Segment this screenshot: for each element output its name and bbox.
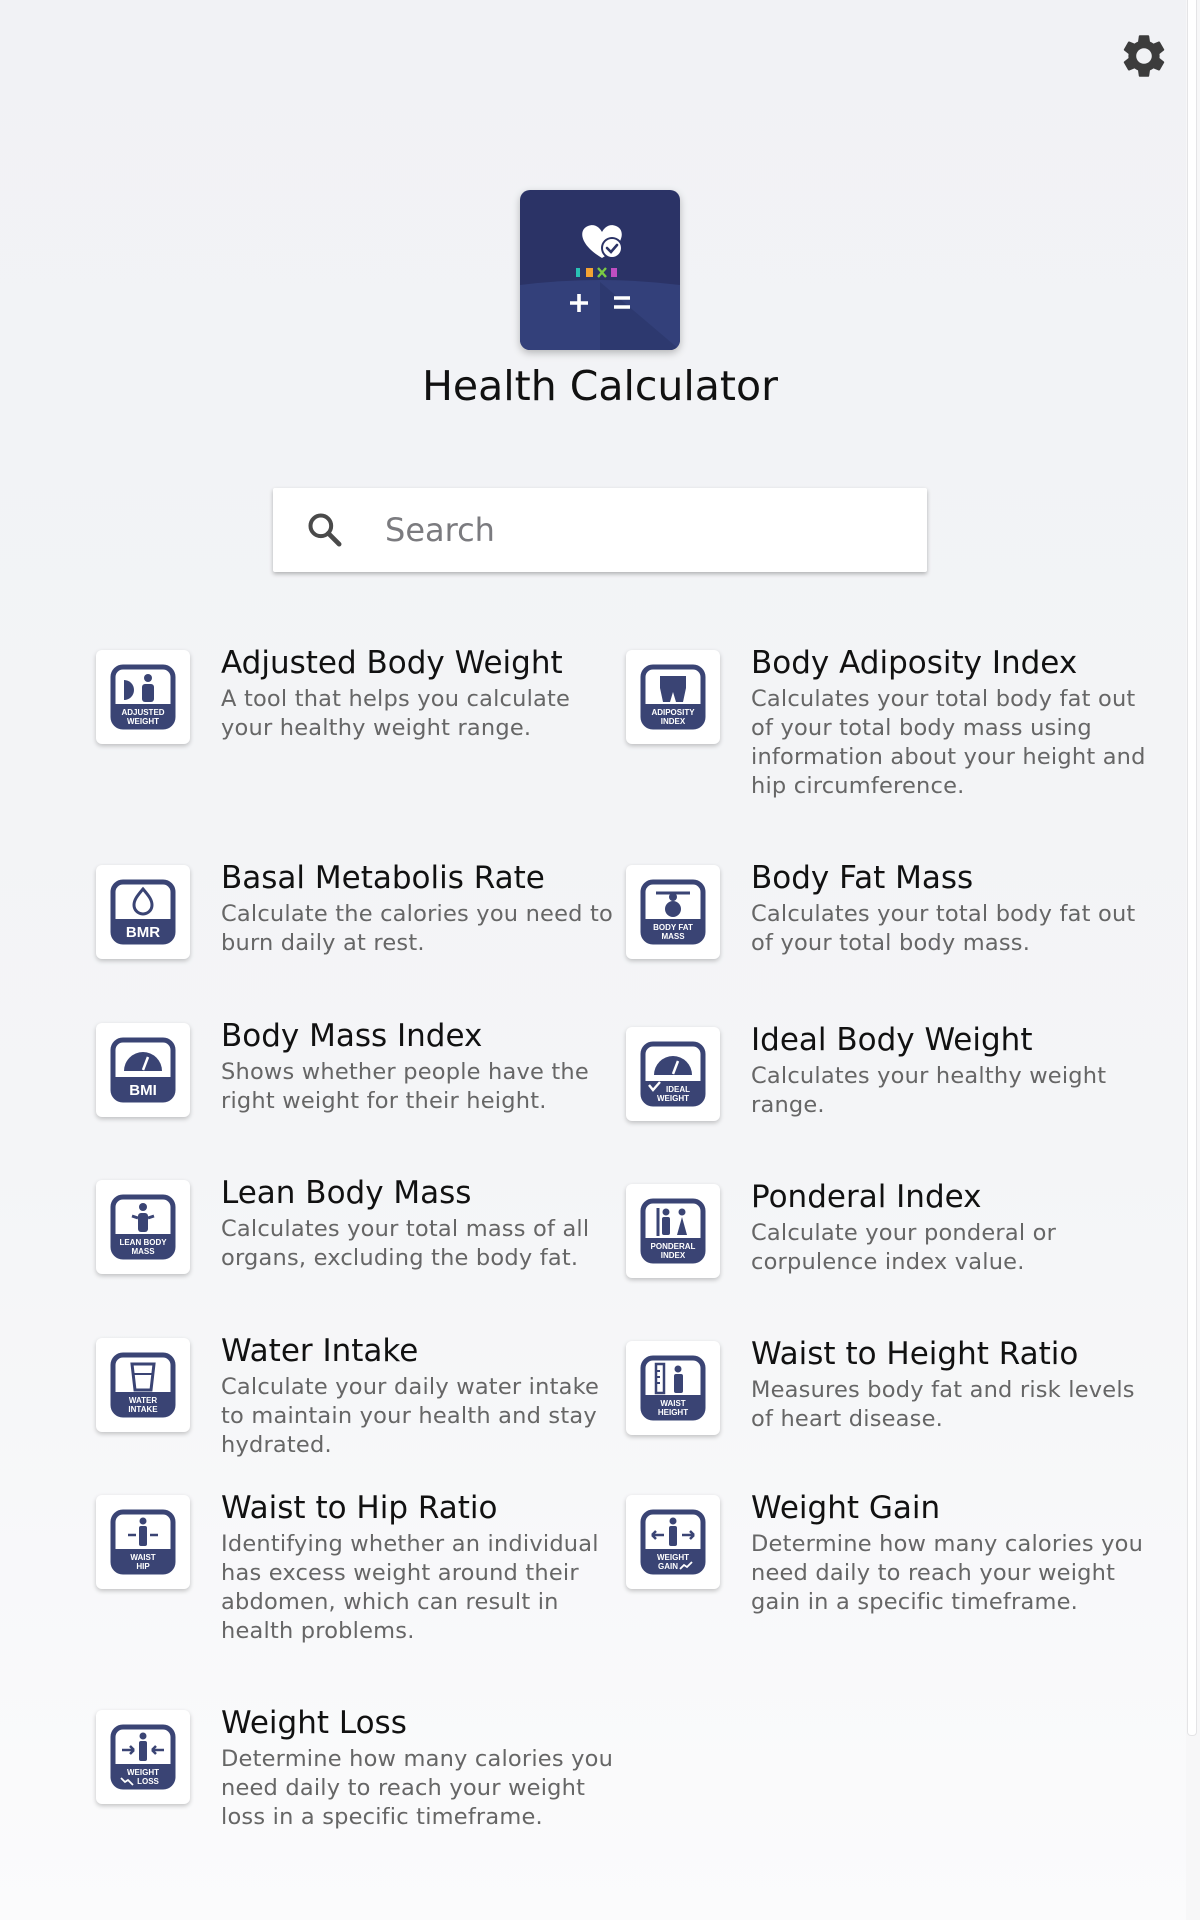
calculator-item-weight-gain[interactable] (626, 1490, 1146, 1617)
calculator-description: Calculates your total mass of all organs, excluding the body fat. (221, 1216, 590, 1271)
calculator-description: A tool that helps you calculate your healthy weight range. (221, 686, 571, 741)
weight-loss-icon (110, 1724, 176, 1790)
calculator-item-ponderal-index[interactable] (626, 1179, 1146, 1278)
ideal-weight-icon (640, 1041, 706, 1107)
gear-icon (1118, 30, 1170, 82)
calculator-tile (96, 1710, 190, 1804)
calculator-title: Body Fat Mass (751, 860, 974, 896)
badge-line-1: ADIPOSITY (651, 708, 695, 717)
calculator-tile (626, 865, 720, 959)
badge-line-1: LEAN BODY (119, 1238, 167, 1247)
badge-line-1: IDEAL (666, 1085, 690, 1094)
calculator-title: Waist to Hip Ratio (221, 1490, 498, 1526)
calculator-item-adjusted-body-weight[interactable] (96, 645, 616, 744)
calculator-title: Basal Metabolis Rate (221, 860, 545, 896)
calculator-title: Lean Body Mass (221, 1175, 472, 1211)
badge-line-2: LOSS (137, 1777, 159, 1786)
calculator-tile (96, 1180, 190, 1274)
calculator-description: Measures body fat and risk levels of heart disease. (751, 1377, 1135, 1432)
calculator-tile (96, 650, 190, 744)
app-logo (520, 190, 680, 350)
calculator-description: Calculate your daily water intake to maintain your health and stay hydrated. (221, 1374, 600, 1458)
ponderal-index-icon (640, 1198, 706, 1264)
adiposity-index-icon (640, 664, 706, 730)
badge-line-1: WAIST (130, 1553, 156, 1562)
calculator-description: Determine how many calories you need daily to reach your weight loss in a specific timeframe. (221, 1746, 614, 1830)
badge-line-1: WEIGHT (657, 1553, 689, 1562)
badge-line-2: HEIGHT (657, 1408, 689, 1417)
calculator-item-waist-to-height-ratio[interactable] (626, 1336, 1146, 1435)
app-title: Health Calculator (422, 362, 778, 410)
weight-gain-icon (640, 1509, 706, 1575)
calculator-item-lean-body-mass[interactable] (96, 1175, 616, 1274)
badge-line-1: PONDERAL (650, 1242, 696, 1251)
calculator-item-water-intake[interactable] (96, 1333, 616, 1460)
badge-line-2: INDEX (660, 1251, 686, 1260)
calculator-tile (626, 1495, 720, 1589)
badge-line-1: WAIST (660, 1399, 686, 1408)
calculator-item-basal-metabolis-rate[interactable] (96, 860, 616, 959)
bmr-icon (110, 879, 176, 945)
body-fat-mass-icon (640, 879, 706, 945)
calculator-tile (96, 1495, 190, 1589)
calculator-tile (96, 1023, 190, 1117)
calculator-item-body-mass-index[interactable] (96, 1018, 616, 1117)
settings-button[interactable] (1118, 30, 1170, 82)
calculator-title: Water Intake (221, 1333, 419, 1369)
calculator-item-waist-to-hip-ratio[interactable] (96, 1490, 616, 1646)
badge-line-2: WEIGHT (657, 1094, 689, 1103)
calculator-tile (626, 650, 720, 744)
badge-line-1: BODY FAT (653, 923, 693, 932)
calculator-title: Weight Loss (221, 1705, 407, 1741)
waist-height-icon (640, 1355, 706, 1421)
calculator-title: Adjusted Body Weight (221, 645, 563, 681)
lean-body-mass-icon (110, 1194, 176, 1260)
calculator-item-ideal-body-weight[interactable] (626, 1022, 1146, 1121)
badge-line-1: WEIGHT (127, 1768, 159, 1777)
scrollbar-thumb[interactable] (1187, 0, 1197, 1736)
calculator-tile (626, 1184, 720, 1278)
badge-line-1: WATER (128, 1396, 158, 1405)
calculator-tile (626, 1027, 720, 1121)
calculator-tile (96, 1338, 190, 1432)
calculator-description: Calculates your healthy weight range. (751, 1063, 1107, 1118)
badge-line-1: BMR (125, 924, 161, 941)
calculator-title: Body Adiposity Index (751, 645, 1078, 681)
calculator-description: Calculate your ponderal or corpulence index value. (751, 1220, 1057, 1275)
calculator-description: Calculate the calories you need to burn daily at rest. (221, 901, 613, 956)
search-icon[interactable] (305, 510, 345, 550)
badge-line-2: GAIN (658, 1562, 678, 1571)
badge-line-2: INTAKE (128, 1405, 158, 1414)
calculator-title: Ponderal Index (751, 1179, 982, 1215)
calculator-description: Calculates your total body fat out of your total body mass. (751, 901, 1136, 956)
calculator-description: Determine how many calories you need daily to reach your weight gain in a specific timeframe. (751, 1531, 1144, 1615)
calculator-title: Body Mass Index (221, 1018, 483, 1054)
badge-line-2: MASS (131, 1247, 155, 1256)
calculator-title: Weight Gain (751, 1490, 941, 1526)
water-intake-icon (110, 1352, 176, 1418)
calculator-title: Ideal Body Weight (751, 1022, 1033, 1058)
search-input[interactable] (383, 510, 907, 550)
calculator-item-body-fat-mass[interactable] (626, 860, 1146, 959)
adjusted-weight-icon (110, 664, 176, 730)
calculator-description: Shows whether people have the right weight for their height. (221, 1059, 589, 1114)
badge-line-1: ADJUSTED (121, 708, 165, 717)
badge-line-2: WEIGHT (127, 717, 159, 726)
calculator-tile (626, 1341, 720, 1435)
calculator-item-body-adiposity-index[interactable] (626, 645, 1146, 801)
calculator-description: Calculates your total body fat out of your total body mass using information about your height and hip circumference. (751, 686, 1146, 799)
calculator-tile (96, 865, 190, 959)
calculator-description: Identifying whether an individual has excess weight around their abdomen, which can result in health problems. (221, 1531, 599, 1644)
calculator-title: Waist to Height Ratio (751, 1336, 1079, 1372)
calculator-item-weight-loss[interactable] (96, 1705, 616, 1832)
waist-hip-icon (110, 1509, 176, 1575)
badge-line-2: HIP (136, 1562, 150, 1571)
health-calculator-logo-icon (520, 190, 680, 350)
bmi-icon (110, 1037, 176, 1103)
search-box[interactable] (273, 488, 927, 572)
scrollbar[interactable] (1186, 0, 1200, 1920)
badge-line-2: MASS (661, 932, 685, 941)
badge-line-1: BMI (129, 1082, 157, 1099)
badge-line-2: INDEX (660, 717, 686, 726)
